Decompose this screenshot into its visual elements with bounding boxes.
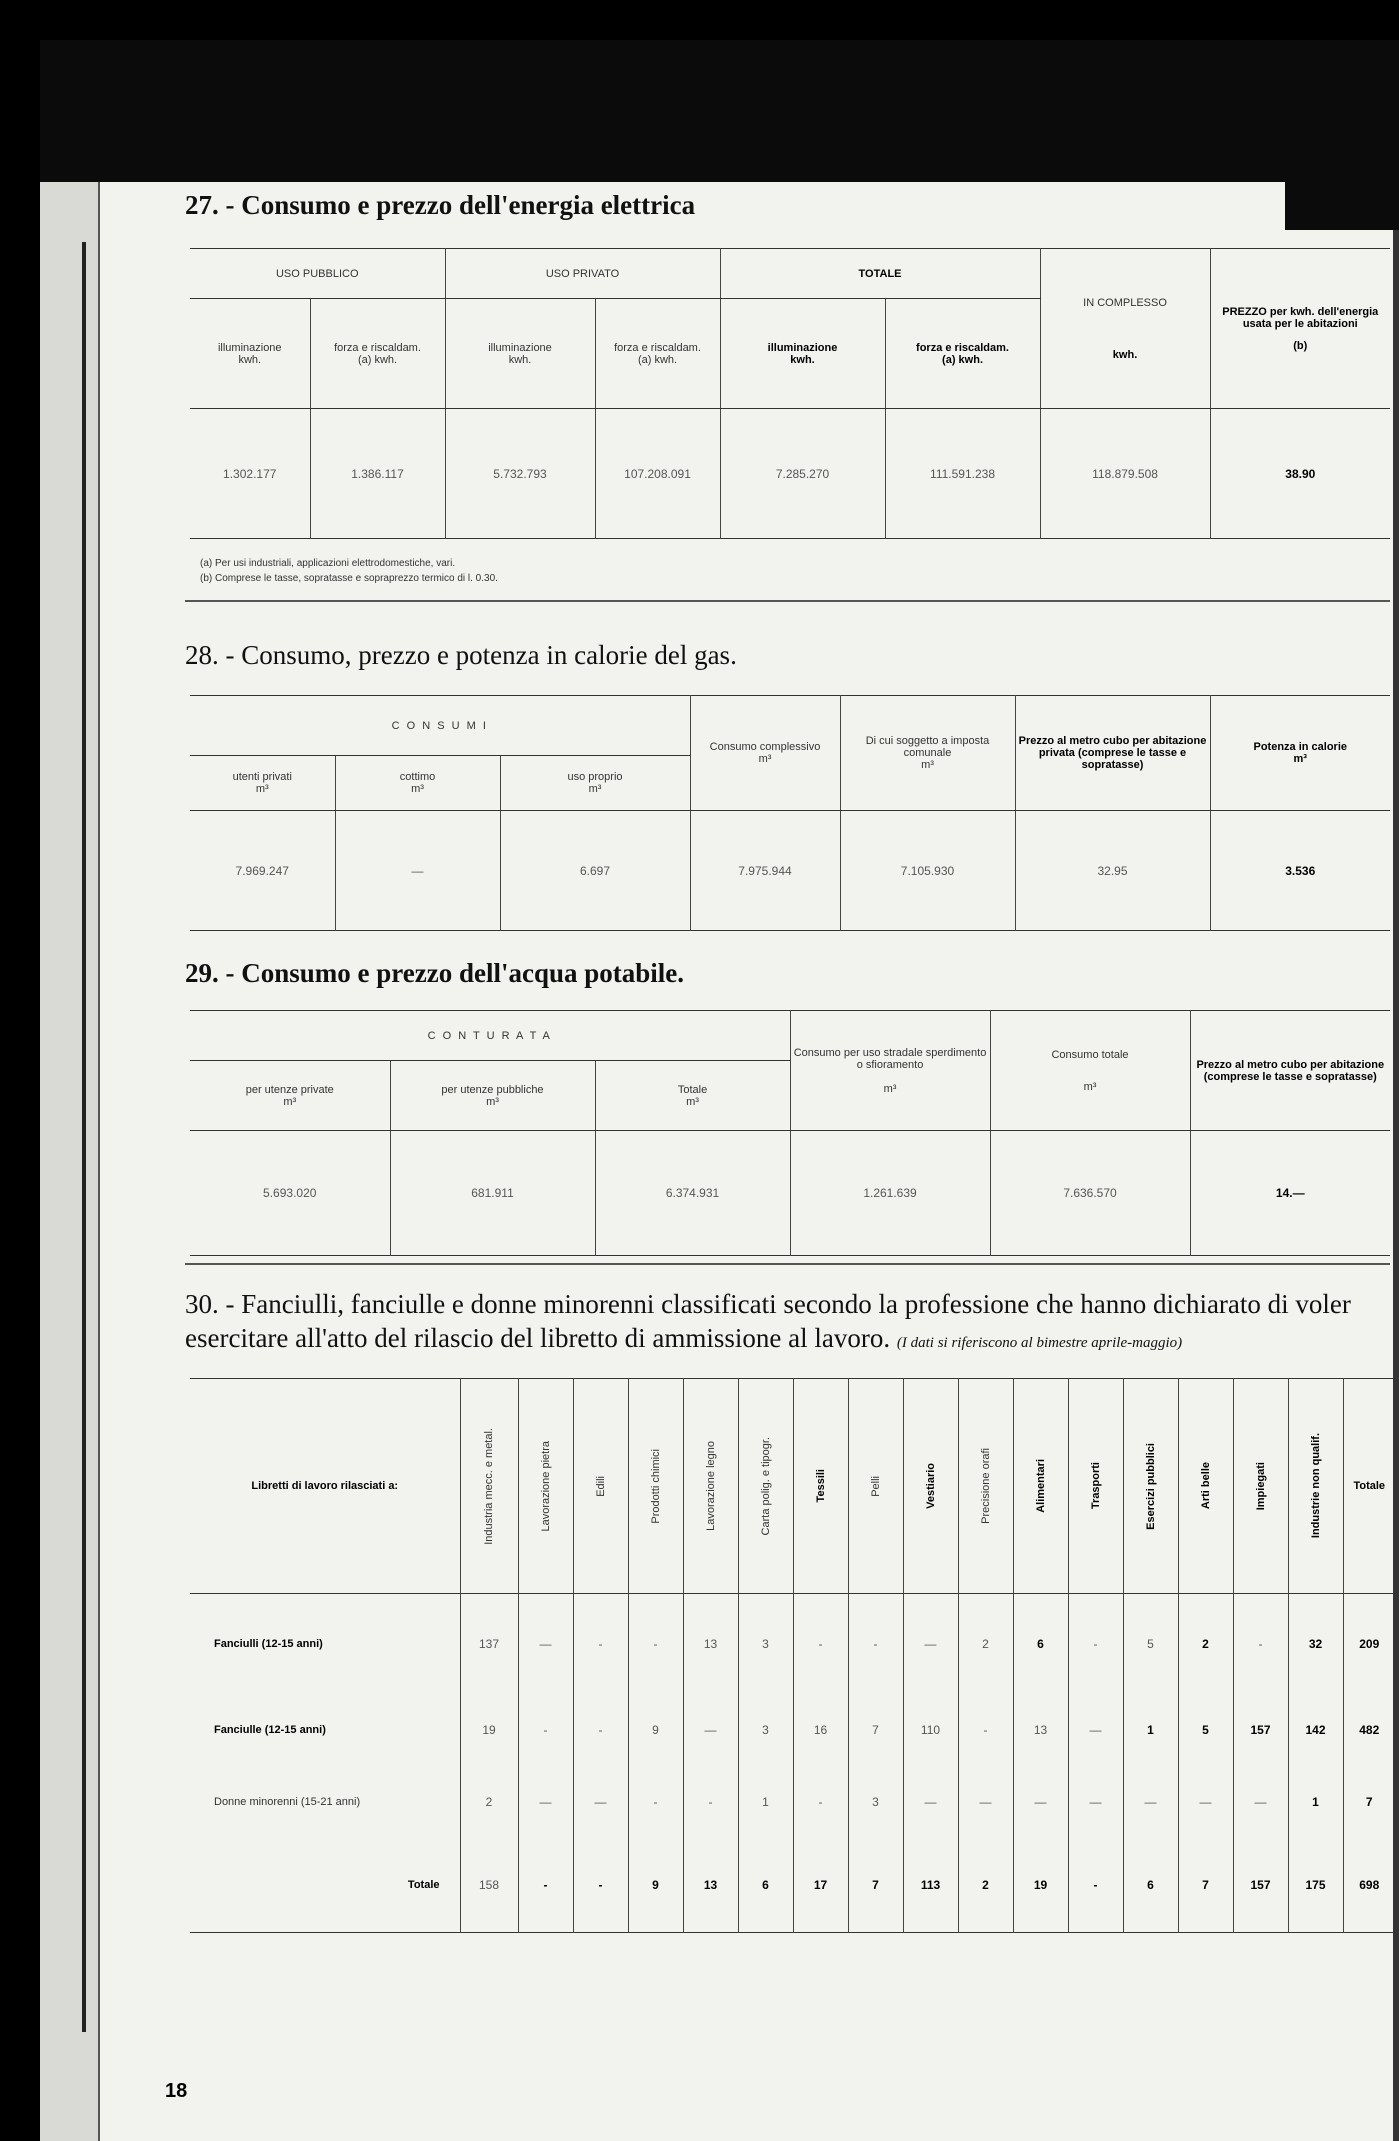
table-cell: 5 <box>1123 1594 1178 1694</box>
t27-col-4: forza e riscaldam. (a) kwh. <box>595 299 720 409</box>
t27-val-8: 38.90 <box>1210 409 1390 539</box>
t30-col-5: Lavorazione legno <box>683 1379 738 1594</box>
table-row <box>190 1694 1395 1766</box>
t28-title: 28. - Consumo, prezzo e potenza in calorie del gas. <box>185 640 737 670</box>
t29-val-1: 5.693.020 <box>263 1186 317 1200</box>
t30-col-8: Pelli <box>848 1379 903 1594</box>
table-cell: - <box>628 1766 683 1838</box>
table-cell: — <box>683 1694 738 1766</box>
table-cell: 157 <box>1233 1694 1288 1766</box>
t29-val-6: 14.— <box>1190 1131 1390 1256</box>
table-cell: 137 <box>460 1594 518 1694</box>
t30-col-9: Vestiario <box>903 1379 958 1594</box>
table-cell: 19 <box>1013 1838 1068 1933</box>
table-cell: 19 <box>460 1694 518 1766</box>
table-cell: 2 <box>958 1594 1013 1694</box>
t27-col-prezzo: PREZZO per kwh. dell'energia usata per le abitazioni (b) <box>1210 249 1390 409</box>
t30-col-4: Prodotti chimici <box>628 1379 683 1594</box>
t27-group-totale: TOTALE <box>720 249 1040 299</box>
t28-col-1: utenti privati m³ <box>190 756 335 811</box>
t27-title: 27. - Consumo e prezzo dell'energia elettrica <box>185 190 696 220</box>
t27-group-privato: USO PRIVATO <box>445 249 720 299</box>
table-cell: 5 <box>1178 1694 1233 1766</box>
t29-table <box>190 1010 1390 1256</box>
table-cell: 7 <box>1343 1766 1395 1838</box>
t27-col-6: forza e riscaldam. (a) kwh. <box>885 299 1040 409</box>
table-cell: 6 <box>1123 1838 1178 1933</box>
table-cell: 142 <box>1288 1694 1343 1766</box>
t30-col-10: Precisione orafi <box>958 1379 1013 1594</box>
table-cell: - <box>518 1694 573 1766</box>
table-cell: 6 <box>738 1838 793 1933</box>
table-cell: 32 <box>1288 1594 1343 1694</box>
t28-val-1: 7.969.247 <box>235 863 289 878</box>
table-cell: 175 <box>1288 1838 1343 1933</box>
t28-val-5: 7.105.930 <box>840 811 1015 931</box>
t27-group-pubblico: USO PUBBLICO <box>190 249 445 299</box>
t28-col-3: uso proprio m³ <box>500 756 690 811</box>
table-cell: 7 <box>1178 1838 1233 1933</box>
t28-val-6: 32.95 <box>1015 811 1210 931</box>
table-cell: 1 <box>738 1766 793 1838</box>
t30-col-11: Alimentari <box>1013 1379 1068 1594</box>
t27-col-1: illuminazione kwh. <box>190 299 310 409</box>
t30-col-7: Tessili <box>793 1379 848 1594</box>
t30-col-15: Impiegati <box>1233 1379 1288 1594</box>
table-cell: - <box>793 1766 848 1838</box>
table-cell: — <box>518 1594 573 1694</box>
table-cell: 157 <box>1233 1838 1288 1933</box>
table-cell: - <box>848 1594 903 1694</box>
table-cell: 209 <box>1343 1594 1395 1694</box>
t30-col-1: Industria mecc. e metal. <box>460 1379 518 1594</box>
table-row <box>190 1838 1395 1933</box>
t29-val-3: 6.374.931 <box>595 1131 790 1256</box>
t28-group-consumi: C O N S U M I <box>190 696 690 756</box>
t30-note: (I dati si riferiscono al bimestre aprile-maggio) <box>896 1335 1183 1351</box>
t28-val-2: — <box>335 811 500 931</box>
table-cell: 2 <box>958 1838 1013 1933</box>
t27-val-6: 111.591.238 <box>885 409 1040 539</box>
table-cell: - <box>1233 1594 1288 1694</box>
table-cell: 2 <box>1178 1594 1233 1694</box>
t30-row-label: Fanciulle (12-15 anni) <box>214 1723 326 1736</box>
t29-col-1: per utenze private m³ <box>190 1061 390 1131</box>
t28-col-2: cottimo m³ <box>335 756 500 811</box>
t29-val-5: 7.636.570 <box>990 1131 1190 1256</box>
table-cell: — <box>958 1766 1013 1838</box>
table-cell: - <box>573 1694 628 1766</box>
t29-col-2: per utenze pubbliche m³ <box>390 1061 595 1131</box>
t28-val-7: 3.536 <box>1210 811 1390 931</box>
t27-col-complesso: IN COMPLESSO kwh. <box>1040 249 1210 409</box>
t29-val-4: 1.261.639 <box>790 1131 990 1256</box>
t29-group-conturata: C O N T U R A T A <box>190 1011 790 1061</box>
t30-table <box>190 1378 1395 1933</box>
t27-col-3: illuminazione kwh. <box>445 299 595 409</box>
table-cell: 16 <box>793 1694 848 1766</box>
t28-val-4: 7.975.944 <box>690 811 840 931</box>
table-cell: 6 <box>1013 1594 1068 1694</box>
table-cell: 13 <box>683 1838 738 1933</box>
page-number: 18 <box>165 2080 188 2102</box>
table-cell: - <box>573 1838 628 1933</box>
t30-row-header: Libretti di lavoro rilasciati a: <box>251 1480 399 1492</box>
table-cell: 110 <box>903 1694 958 1766</box>
divider <box>185 1263 1390 1265</box>
table-cell: 9 <box>628 1694 683 1766</box>
table-cell: 7 <box>848 1838 903 1933</box>
t28-val-3: 6.697 <box>500 811 690 931</box>
table-cell: - <box>793 1594 848 1694</box>
t27-val-2: 1.386.117 <box>310 409 445 539</box>
table-cell: - <box>958 1694 1013 1766</box>
t29-val-2: 681.911 <box>390 1131 595 1256</box>
table-cell: 2 <box>460 1766 518 1838</box>
t30-row-label: Totale <box>407 1878 440 1891</box>
table-cell: - <box>628 1594 683 1694</box>
scan-dark-border <box>40 40 1399 182</box>
t27-notes: (a) Per usi industriali, applicazioni elettrodomestiche, vari. (b) Comprese le tasse, sopratasse e sopraprezzo termico di l. 0.30. <box>200 558 498 584</box>
table-cell: - <box>1068 1838 1123 1933</box>
t27-table <box>190 248 1390 539</box>
t30-title: 30. - Fanciulli, fanciulle e donne minorenni classificati secondo la professione che hanno dichiarato di voler esercitare all'atto del rilascio del libretto di ammissione al lavoro. (I dati si riferiscono al bimestre aprile-maggio) <box>185 1289 1351 1353</box>
table-cell: — <box>1068 1694 1123 1766</box>
table-cell: 13 <box>1013 1694 1068 1766</box>
t27-val-4: 107.208.091 <box>595 409 720 539</box>
t30-col-2: Lavorazione pietra <box>518 1379 573 1594</box>
table-cell: — <box>903 1766 958 1838</box>
table-cell: — <box>1123 1766 1178 1838</box>
table-cell: 9 <box>628 1838 683 1933</box>
table-cell: — <box>1233 1766 1288 1838</box>
t27-val-5: 7.285.270 <box>720 409 885 539</box>
t29-col-3: Totale m³ <box>595 1061 790 1131</box>
t29-title: 29. - Consumo e prezzo dell'acqua potabile. <box>185 958 684 988</box>
t27-col-2: forza e riscaldam. (a) kwh. <box>310 299 445 409</box>
table-cell: - <box>1068 1594 1123 1694</box>
table-row <box>190 1594 1395 1694</box>
table-cell: - <box>683 1766 738 1838</box>
table-cell: 17 <box>793 1838 848 1933</box>
table-cell: — <box>903 1594 958 1694</box>
t30-col-13: Esercizi pubblici <box>1123 1379 1178 1594</box>
t30-col-16: Industrie non qualif. <box>1288 1379 1343 1594</box>
table-cell: 482 <box>1343 1694 1395 1766</box>
t30-col-6: Carta polig. e tipogr. <box>738 1379 793 1594</box>
t30-col-3: Edili <box>573 1379 628 1594</box>
table-cell: 1 <box>1288 1766 1343 1838</box>
table-cell: - <box>573 1594 628 1694</box>
table-cell: 1 <box>1123 1694 1178 1766</box>
t27-val-1: 1.302.177 <box>223 466 277 481</box>
t30-row-label: Fanciulli (12-15 anni) <box>214 1637 323 1650</box>
t29-col-4: Consumo per uso stradale sperdimento o sfioramento m³ <box>790 1011 990 1131</box>
table-cell: - <box>518 1838 573 1933</box>
table-cell: 113 <box>903 1838 958 1933</box>
t29-col-6: Prezzo al metro cubo per abitazione (comprese le tasse e sopratasse) <box>1190 1011 1390 1131</box>
table-cell: — <box>518 1766 573 1838</box>
t29-col-5: Consumo totale m³ <box>990 1011 1190 1131</box>
table-cell: 3 <box>848 1766 903 1838</box>
t30-col-14: Arti belle <box>1178 1379 1233 1594</box>
t27-val-3: 5.732.793 <box>445 409 595 539</box>
t27-val-7: 118.879.508 <box>1040 409 1210 539</box>
t28-col-4: Consumo complessivo m³ <box>690 696 840 811</box>
table-cell: 158 <box>460 1838 518 1933</box>
t30-row-label: Donne minorenni (15-21 anni) <box>214 1795 361 1808</box>
t28-col-7: Potenza in calorie m³ <box>1210 696 1390 811</box>
divider <box>185 600 1390 602</box>
t28-col-5: Di cui soggetto a imposta comunale m³ <box>840 696 1015 811</box>
table-cell: — <box>573 1766 628 1838</box>
table-cell: 3 <box>738 1594 793 1694</box>
table-cell: — <box>1013 1766 1068 1838</box>
table-cell: — <box>1068 1766 1123 1838</box>
table-cell: 7 <box>848 1694 903 1766</box>
table-row <box>190 1766 1395 1838</box>
scan-left-margin <box>40 182 100 2141</box>
t30-col-12: Trasporti <box>1068 1379 1123 1594</box>
table-cell: 3 <box>738 1694 793 1766</box>
t30-col-17: Totale <box>1343 1379 1395 1594</box>
table-cell: 13 <box>683 1594 738 1694</box>
t28-table <box>190 695 1390 931</box>
t28-col-6: Prezzo al metro cubo per abitazione privata (comprese le tasse e sopratasse) <box>1015 696 1210 811</box>
t27-col-5: illuminazione kwh. <box>720 299 885 409</box>
table-cell: — <box>1178 1766 1233 1838</box>
table-cell: 698 <box>1343 1838 1395 1933</box>
